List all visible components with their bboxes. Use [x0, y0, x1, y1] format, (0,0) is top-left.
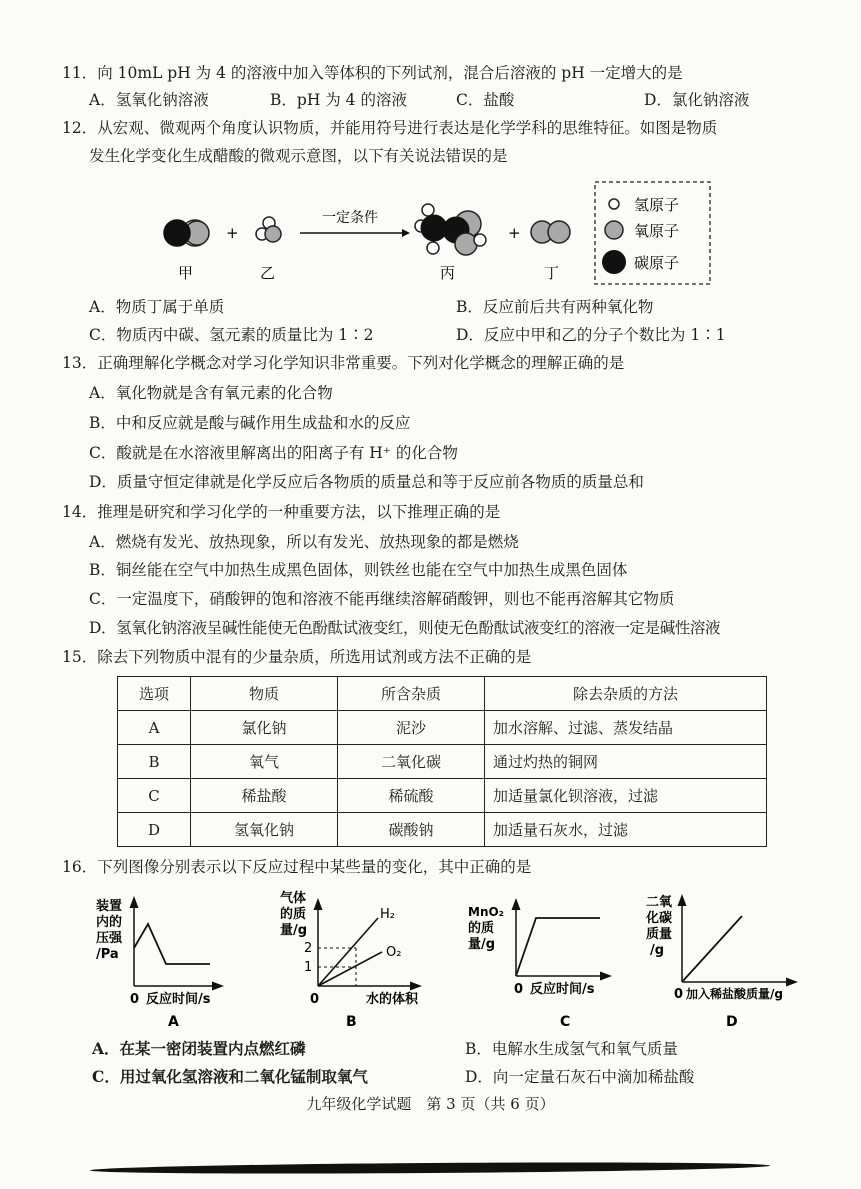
q14-option-c: C．一定温度下，硝酸钾的饱和溶液不能再继续溶解硝酸钾，则也不能再溶解其它物质 [89, 590, 675, 608]
q15-stem: 15．除去下列物质中混有的少量杂质，所选用试剂或方法不正确的是 [62, 648, 532, 666]
q11-option-d: D．氯化钠溶液 [644, 91, 750, 109]
graph-c-letter: C [560, 1014, 571, 1030]
graph-a-xlabel: 反应时间/s [146, 992, 211, 1007]
graph-b-series-o2: O₂ [386, 945, 402, 960]
q13-option-b: B．中和反应就是酸与碱作用生成盐和水的反应 [89, 414, 411, 432]
q12-option-d: D．反应中甲和乙的分子个数比为 1∶1 [456, 326, 726, 344]
graph-d-ylabel-2: 化碳 [646, 911, 673, 926]
table-row [118, 745, 767, 779]
table-header-row [118, 677, 767, 711]
q16-option-a: A．在某一密闭装置内点燃红磷 [92, 1039, 306, 1058]
q16-option-c: C．用过氧化氢溶液和二氧化锰制取氧气 [92, 1067, 368, 1086]
table-cell: 稀硫酸 [338, 779, 485, 813]
graph-a-ylabel-2: 内的 [96, 915, 123, 930]
graph-b-letter: B [346, 1014, 357, 1030]
legend-oxygen: 氧原子 [634, 222, 680, 240]
molecule-ding [531, 221, 570, 243]
q13-stem: 13．正确理解化学概念对学习化学知识非常重要。下列对化学概念的理解正确的是 [62, 354, 625, 372]
graph-b-origin: 0 [310, 992, 320, 1007]
reaction-condition: 一定条件 [322, 210, 378, 226]
graph-b-ylabel-1: 气体 [280, 891, 307, 906]
table-row [118, 813, 767, 847]
table-cell: D [118, 813, 191, 847]
q11-option-b: B．pH 为 4 的溶液 [270, 91, 407, 109]
q14-option-a: A．燃烧有发光、放热现象，所以有发光、放热现象的都是燃烧 [89, 533, 519, 551]
graph-c-ylabel-3: 量/g [468, 937, 496, 952]
header-impurity: 所含杂质 [338, 677, 485, 711]
table-cell: 加水溶解、过滤、蒸发结晶 [485, 711, 767, 745]
graph-b-h2-line [318, 918, 378, 986]
q11-stem: 11．向 10mL pH 为 4 的溶液中加入等体积的下列试剂，混合后溶液的 pH 一定增大的是 [62, 64, 683, 82]
label-yi: 乙 [260, 264, 276, 282]
q12-option-b: B．反应前后共有两种氧化物 [456, 298, 654, 316]
page-footer: 九年级化学试题 第 3 页（共 6 页） [306, 1095, 555, 1113]
table-cell: 氧气 [191, 745, 338, 779]
reaction-arrowhead [402, 229, 410, 237]
table-cell: 泥沙 [338, 711, 485, 745]
q16-stem: 16．下列图像分别表示以下反应过程中某些量的变化，其中正确的是 [62, 858, 532, 876]
graph-b-tick-1: 1 [304, 960, 313, 975]
graph-d-line [682, 916, 742, 982]
q14-option-b: B．铜丝能在空气中加热生成黑色固体，则铁丝也能在空气中加热生成黑色固体 [89, 561, 628, 579]
q12-stem-line1: 12．从宏观、微观两个角度认识物质，并能用符号进行表达是化学学科的思维特征。如图是物质 [62, 119, 718, 137]
graph-a-ylabel-1: 装置 [96, 899, 123, 914]
label-jia: 甲 [178, 264, 194, 282]
q16-graphs [90, 890, 810, 1032]
table-row [118, 711, 767, 745]
molecule-jia [164, 220, 209, 246]
graph-b [280, 890, 419, 1030]
graph-d [645, 894, 792, 1030]
q12-option-a: A．物质丁属于单质 [89, 298, 225, 316]
graph-a-ylabel-4: /Pa [96, 947, 119, 962]
table-cell: 通过灼热的铜网 [485, 745, 767, 779]
table-cell: 氢氧化钠 [191, 813, 338, 847]
graph-a [96, 898, 218, 1030]
graph-d-letter: D [726, 1014, 738, 1030]
graph-b-o2-line [318, 952, 382, 986]
graph-b-series-h2: H₂ [380, 907, 395, 922]
scan-smear [90, 1161, 770, 1176]
legend-carbon: 碳原子 [634, 254, 680, 272]
graph-c [468, 904, 606, 1030]
table-row [118, 779, 767, 813]
graph-b-tick-2: 2 [304, 941, 313, 956]
molecule-bing [415, 204, 486, 255]
header-method: 除去杂质的方法 [485, 677, 767, 711]
q13-option-c: C．酸就是在水溶液里解离出的阳离子有 H⁺ 的化合物 [89, 444, 458, 462]
graph-b-ylabel-2: 的质 [280, 907, 307, 922]
table-cell: C [118, 779, 191, 813]
label-ding: 丁 [544, 264, 560, 282]
table-cell: 碳酸钠 [338, 813, 485, 847]
table-cell: 加适量石灰水，过滤 [485, 813, 767, 847]
table-cell: 氯化钠 [191, 711, 338, 745]
plus-1: + [226, 224, 239, 242]
graph-d-ylabel-1: 二氧 [646, 895, 673, 910]
atom-legend [595, 182, 710, 284]
graph-d-ylabel-3: 质量 [646, 927, 673, 942]
graph-a-ylabel-3: 压强 [96, 931, 123, 946]
graph-c-ylabel-2: 的质 [468, 921, 495, 936]
q16-option-d: D．向一定量石灰石中滴加稀盐酸 [465, 1068, 695, 1086]
graph-c-ylabel-1: MnO₂ [468, 905, 504, 919]
molecule-yi [256, 217, 281, 242]
q11-option-c: C．盐酸 [456, 91, 515, 109]
graph-d-ylabel-4: /g [650, 943, 665, 958]
legend-hydrogen: 氢原子 [634, 196, 680, 214]
header-substance: 物质 [191, 677, 338, 711]
label-bing: 丙 [440, 264, 456, 282]
q15-table [117, 676, 767, 847]
q13-option-a: A．氧化物就是含有氧元素的化合物 [89, 384, 333, 402]
q16-option-b: B．电解水生成氢气和氧气质量 [465, 1040, 678, 1058]
graph-b-xlabel: 水的体积 [366, 992, 419, 1007]
q11-option-a: A．氢氧化钠溶液 [89, 91, 209, 109]
graph-a-curve [134, 924, 210, 964]
graph-a-origin: 0 [130, 992, 140, 1007]
graph-c-xlabel: 反应时间/s [530, 982, 595, 997]
graph-d-xlabel: 加入稀盐酸质量/g [686, 987, 783, 1001]
graph-a-letter: A [168, 1014, 179, 1030]
graph-d-origin: 0 [674, 987, 684, 1002]
graph-b-ylabel-3: 量/g [280, 923, 308, 938]
q12-stem-line2: 发生化学变化生成醋酸的微观示意图，以下有关说法错误的是 [89, 147, 508, 165]
header-option: 选项 [118, 677, 191, 711]
q13-option-d: D．质量守恒定律就是化学反应后各物质的质量总和等于反应前各物质的质量总和 [89, 473, 644, 491]
graph-c-curve [516, 918, 600, 976]
table-cell: B [118, 745, 191, 779]
graph-c-origin: 0 [514, 982, 524, 997]
table-cell: 二氧化碳 [338, 745, 485, 779]
table-cell: 加适量氯化钡溶液，过滤 [485, 779, 767, 813]
q14-option-d: D．氢氧化钠溶液呈碱性能使无色酚酞试液变红，则使无色酚酞试液变红的溶液一定是碱性溶液 [89, 619, 721, 637]
q14-stem: 14．推理是研究和学习化学的一种重要方法，以下推理正确的是 [62, 503, 501, 521]
plus-2: + [508, 224, 521, 242]
table-cell: 稀盐酸 [191, 779, 338, 813]
q12-option-c: C．物质丙中碳、氢元素的质量比为 1∶2 [89, 326, 374, 344]
table-cell: A [118, 711, 191, 745]
q12-molecule-diagram [150, 178, 720, 290]
